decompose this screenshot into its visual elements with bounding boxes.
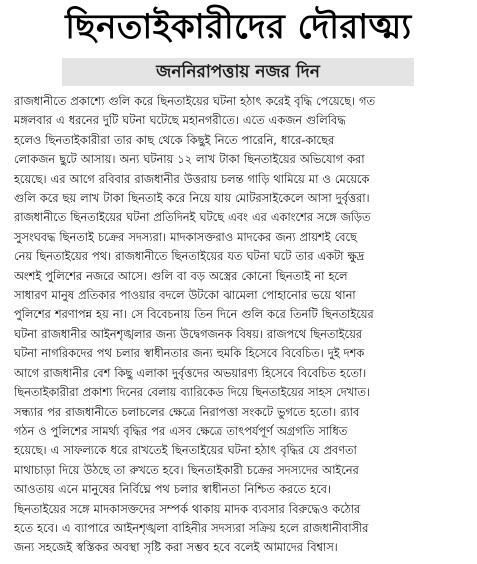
body-line: অংশই পুলিশের নজরে আসে। গুলি বা বড় অস্ত্রের কোনো ছিনতাই না হলে [14, 269, 348, 283]
body-line: গঠন ও পুলিশের সামর্থ্য বৃদ্ধির পর এসব ক্ষেত্রে তাৎপর্যপূর্ণ অগ্রগতি সাধিত [14, 424, 348, 438]
body-line: ছিনতাইয়ের সঙ্গে মাদকাসক্তদের সম্পর্ক থাকায় মাদক ব্যবসার বিরুদ্ধেও কঠোর [14, 502, 361, 516]
body-line: সাধারণ মানুষ প্রতিকার পাওয়ার বদলে উটকো ঝামেলা পোহানোর ভয়ে থানা [14, 289, 356, 303]
body-line: ছিনতাইকারীরা প্রকাশ্য দিনের বেলায় ব্যারিকেড দিয়ে ছিনতাইয়ের সাহস দেখাত। [14, 386, 370, 400]
body-line: রাজধানীতে প্রকাশ্যে গুলি করে ছিনতাইয়ের ঘটনা হঠাৎ করেই বৃদ্ধি পেয়েছে। গত [14, 95, 375, 108]
body-line: মাথাচাড়া দিয়ে উঠছে তা রুখতে হবে। ছিনতাইকারী চক্রের সদস্যদের আইনের [14, 463, 359, 477]
body-line: হতে হবে। এ ব্যাপারে আইনশৃঙ্খলা বাহিনীর সদস্যরা সক্রিয় হলে রাজধানীবাসীর [14, 521, 369, 535]
body-line: রাজধানীতে ছিনতাইয়ের ঘটনা প্রতিদিনই ঘটছে এবং এর একাংশের সঙ্গে জড়িত [14, 211, 371, 225]
body-line: লোকজন ছুটে আসায়। অন্য ঘটনায় ১২ লাখ টাকা ছিনতাইয়ের অভিযোগ করা [14, 153, 365, 167]
body-line: সন্ধ্যার পর রাজধানীতে চলাচলের ক্ষেত্রে নিরাপত্তা সংকটে ভুগতে হতো। র‍্যাব [14, 405, 360, 419]
subtitle-band [62, 58, 414, 86]
body-line: নেয় ছিনতাইয়ের পথ। রাজধানীতে ছিনতাইয়ের যত ঘটনা ঘটে তার একটা ক্ষুদ্র [14, 250, 365, 264]
body-line: পুলিশের শরণাপন্ন হয় না। সে বিবেচনায় তিন দিনে গুলি করে তিনটি ছিনতাইয়ের [14, 308, 374, 322]
article-body [14, 92, 466, 558]
body-line: হয়েছে। এ সাফল্যকে ধরে রাখতেই ছিনতাইয়ের ঘটনা হঠাৎ বৃদ্ধির যে প্রবণতা [14, 444, 357, 458]
body-line: হলেও ছিনতাইকারীরা তার কাছ থেকে কিছুই নিতে পারেনি, ধারে-কাছের [14, 133, 335, 147]
body-line: গুলি করে ছয় লাখ টাকা ছিনতাই করে নিয়ে যায় মোটরসাইকেলে আসা দুর্বৃত্তরা। [14, 192, 370, 206]
body-line: আগে রাজধানীর বেশ কিছু এলাকা দুর্বৃত্তদের অভয়ারণ্য হিসেবে বিবেচিত হতো। [14, 366, 367, 380]
body-line: মঙ্গলবার এ ধরনের দুটি ঘটনা ঘটেছে মহানগরীতে। এতে একজন গুলিবিদ্ধ [14, 114, 346, 128]
subtitle: জননিরাপত্তায় নজর দিন [156, 62, 320, 82]
body-line: হয়েছে। এর আগে রবিবার রাজধানীর উত্তরায় চলন্ত গাড়ি থামিয়ে মা ও মেয়েকে [14, 172, 370, 186]
headline: ছিনতাইকারীদের দৌরাত্ম্য [65, 7, 412, 47]
body-line: ঘটনা রাজধানীর আইনশৃঙ্খলার জন্য উদ্বেগজনক বিষয়। রাজপথে ছিনতাইয়ের [14, 327, 362, 341]
body-line: আওতায় এনে মানুষের নির্বিঘ্নে পথ চলার স্বাধীনতা নিশ্চিত করতে হবে। [14, 483, 331, 497]
body-line: সুসংঘবদ্ধ ছিনতাই চক্রের সদস্যরা। মাদকাসক্তরাও মাদকের জন্য প্রায়শই বেছে [14, 230, 357, 244]
body-line: ঘটনা নাগরিকদের পথ চলার স্বাধীনতার জন্য হুমকি হিসেবে বিবেচিত। দুই দশক [14, 347, 365, 361]
body-line: জন্য সহজেই স্বস্তিকর অবস্থা সৃষ্টি করা সম্ভব হবে বলেই আমাদের বিশ্বাস। [14, 541, 338, 555]
